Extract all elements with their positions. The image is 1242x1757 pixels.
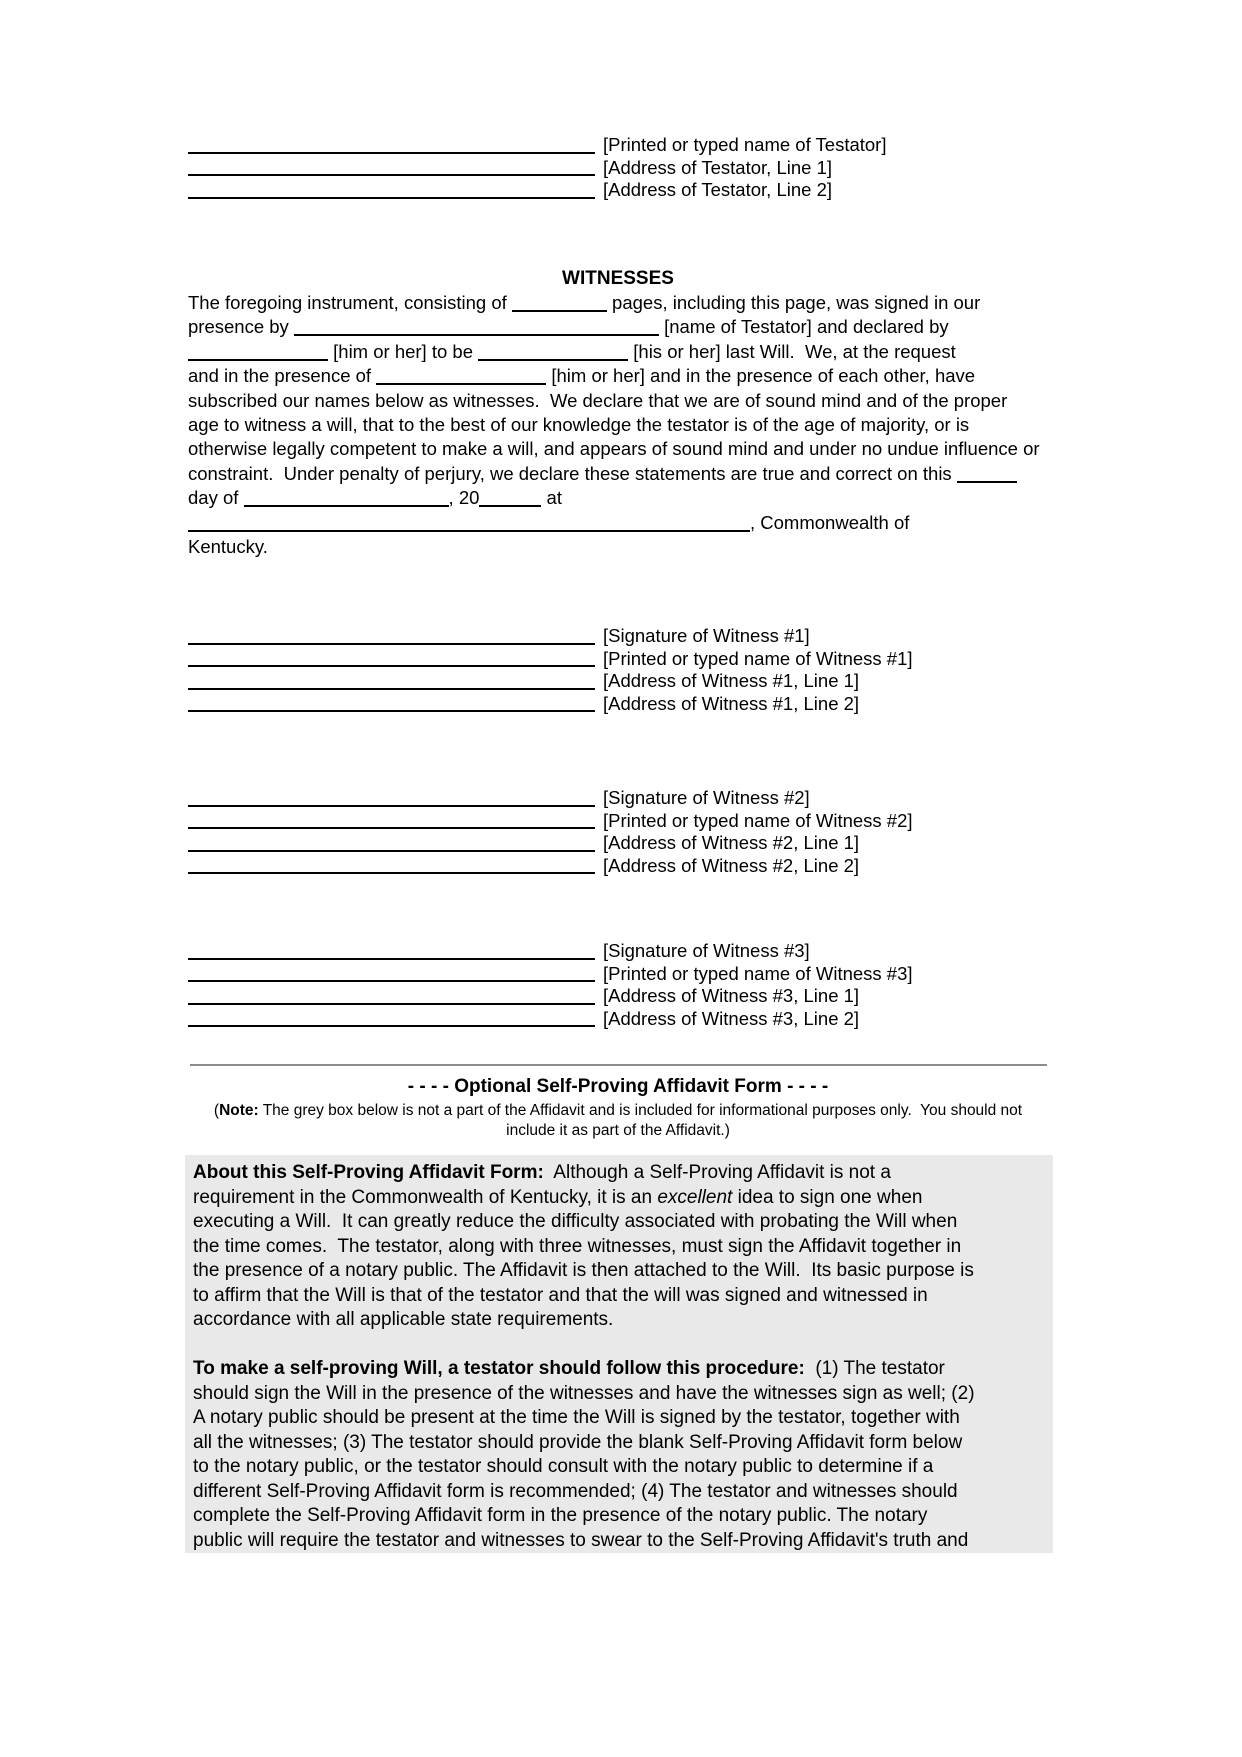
signature-label: [Signature of Witness #1] (603, 625, 810, 646)
note-line (188, 1101, 1048, 1121)
fill-in-blank-line (188, 357, 328, 361)
info-box-line (193, 1455, 1045, 1480)
section-divider (190, 1064, 1047, 1066)
text-run: pages, including this page, was signed in our (606, 292, 981, 313)
paragraph-line (188, 413, 1088, 437)
signature-line (188, 197, 595, 199)
paragraph-line (188, 340, 1088, 364)
text-run: Although a Self-Proving Affidavit is not a (543, 1162, 891, 1183)
signature-row (188, 963, 913, 986)
info-box-line (193, 1308, 1045, 1333)
signature-label: [Address of Testator, Line 1] (603, 156, 832, 178)
signature-row (188, 670, 913, 693)
text-run: presence by (188, 316, 294, 338)
signature-row (188, 693, 913, 716)
signature-label: [Address of Witness #2, Line 1] (603, 832, 860, 854)
fill-in-blank-line (294, 332, 659, 336)
text-run: The foregoing instrument, consisting of (188, 292, 512, 313)
paragraph-line (188, 486, 1088, 510)
paragraph-line (188, 389, 1088, 413)
info-box-line (193, 1284, 1045, 1309)
signature-row (188, 787, 913, 810)
signature-line (188, 805, 595, 807)
text-run: day of (188, 487, 244, 509)
text-run: requirement in the Commonwealth of Kentucky, it is an (193, 1186, 658, 1208)
signature-row (188, 134, 886, 157)
testator-signature-block (188, 134, 886, 202)
fill-in-blank-line (957, 479, 1017, 483)
signature-row (188, 648, 913, 671)
signature-line (188, 688, 595, 690)
signature-label: [Printed or typed name of Witness #2] (603, 809, 913, 831)
witnesses-paragraph (188, 291, 1088, 559)
info-box-line (193, 1235, 1045, 1260)
text-run: constraint. Under penalty of perjury, we declare these statements are true and correct on this (188, 462, 957, 484)
info-box-line (193, 1382, 1045, 1407)
signature-line (188, 152, 595, 154)
signature-label: [Address of Witness #3, Line 1] (603, 985, 860, 1007)
signature-row (188, 1008, 913, 1031)
info-box-line (193, 1259, 1045, 1284)
fill-in-blank-line (478, 357, 628, 361)
witness3-signature-block (188, 940, 913, 1030)
text-run: public will require the testator and witnesses to swear to the Self-Proving Affidavit's truth and (193, 1529, 969, 1551)
signature-row (188, 940, 913, 963)
text-run: To make a self-proving Will, a testator should follow this procedure: (193, 1358, 805, 1379)
text-run: , 20 (448, 487, 480, 509)
text-run: excellent (657, 1186, 733, 1208)
text-run: , Commonwealth of (750, 511, 910, 533)
info-box-line (193, 1480, 1045, 1505)
witnesses-heading: WITNESSES (562, 268, 674, 289)
text-run: ( (213, 1102, 220, 1119)
signature-line (188, 710, 595, 712)
text-run: at (541, 487, 562, 509)
affidavit-note (188, 1101, 1048, 1141)
signature-line (188, 1003, 595, 1005)
signature-line (188, 174, 595, 176)
witness2-signature-block (188, 787, 913, 877)
fill-in-blank-line (376, 381, 546, 385)
signature-label: [Address of Witness #2, Line 2] (603, 854, 860, 876)
info-box-line (193, 1431, 1045, 1456)
text-run: subscribed our names below as witnesses. We declare that we are of sound mind and of the proper (188, 389, 1008, 411)
text-run: Kentucky. (188, 535, 268, 557)
text-run: complete the Self-Proving Affidavit form in the presence of the notary public. The notary (193, 1505, 928, 1526)
text-run: accordance with all applicable state requirements. (193, 1309, 614, 1330)
signature-line (188, 643, 595, 645)
paragraph-line (188, 291, 1088, 315)
fill-in-blank-line (244, 503, 449, 507)
signature-line (188, 958, 595, 960)
signature-label: [Printed or typed name of Testator] (603, 134, 887, 155)
fill-in-blank-line (479, 503, 541, 507)
signature-label: [Signature of Witness #2] (603, 787, 810, 808)
text-run: [his or her] last Will. We, at the request (628, 340, 956, 362)
paragraph-line (188, 437, 1088, 461)
text-run: [him or her] to be (328, 340, 479, 362)
paragraph-line (188, 535, 1088, 559)
signature-line (188, 872, 595, 874)
info-box-line (193, 1161, 1045, 1186)
affidavit-heading: - - - - Optional Self-Proving Affidavit Form - - - - (407, 1076, 829, 1097)
signature-line (188, 665, 595, 667)
text-run: all the witnesses; (3) The testator should provide the blank Self-Proving Affidavit form below (193, 1431, 963, 1453)
signature-row (188, 832, 913, 855)
signature-label: [Printed or typed name of Witness #1] (603, 647, 913, 669)
note-line (188, 1121, 1048, 1141)
text-run: include it as part of the Affidavit.) (506, 1122, 730, 1139)
text-run: the presence of a notary public. The Affidavit is then attached to the Will. Its basic purpose is (193, 1260, 974, 1281)
info-box (185, 1155, 1053, 1553)
paragraph-line (188, 462, 1088, 486)
fill-in-blank-line (512, 308, 607, 312)
text-run: should sign the Will in the presence of the witnesses and have the witnesses sign as well; (2) (193, 1382, 975, 1404)
signature-label: [Printed or typed name of Witness #3] (603, 962, 913, 984)
signature-row (188, 157, 886, 180)
paragraph-line (188, 364, 1088, 388)
text-run: age to witness a will, that to the best of our knowledge the testator is of the age of majority, or is (188, 413, 970, 435)
paragraph-gap (193, 1333, 1045, 1358)
signature-line (188, 980, 595, 982)
text-run: and in the presence of (188, 365, 377, 387)
text-run: (1) The testator (804, 1358, 945, 1379)
signature-line (188, 827, 595, 829)
text-run: idea to sign one when (732, 1186, 923, 1208)
text-run: [him or her] and in the presence of each other, have (546, 365, 976, 387)
text-run: otherwise legally competent to make a will, and appears of sound mind and under no undue influence or (188, 438, 1040, 460)
signature-label: [Address of Witness #1, Line 2] (603, 692, 860, 714)
text-run: different Self-Proving Affidavit form is recommended; (4) The testator and witnesses should (193, 1480, 958, 1502)
signature-label: [Address of Witness #1, Line 1] (603, 670, 860, 692)
info-box-line (193, 1210, 1045, 1235)
signature-label: [Signature of Witness #3] (603, 940, 810, 961)
text-run: A notary public should be present at the time the Will is signed by the testator, together with (193, 1407, 960, 1428)
text-run: executing a Will. It can greatly reduce the difficulty associated with probating the Will when (193, 1211, 958, 1232)
signature-line (188, 1025, 595, 1027)
paragraph-line (188, 315, 1088, 339)
signature-line (188, 850, 595, 852)
signature-row (188, 179, 886, 202)
text-run: to affirm that the Will is that of the testator and that the will was signed and witnessed in (193, 1284, 928, 1306)
text-run: [name of Testator] and declared by (658, 316, 949, 338)
info-box-line (193, 1406, 1045, 1431)
signature-row (188, 855, 913, 878)
info-box-line (193, 1357, 1045, 1382)
signature-label: [Address of Witness #3, Line 2] (603, 1007, 860, 1029)
info-box-line (193, 1186, 1045, 1211)
signature-label: [Address of Testator, Line 2] (603, 179, 832, 201)
text-run: The grey box below is not a part of the Affidavit and is included for informational purposes only. You should not (258, 1102, 1023, 1119)
info-box-line (193, 1504, 1045, 1529)
info-box-line (193, 1529, 1045, 1554)
text-run: the time comes. The testator, along with three witnesses, must sign the Affidavit together in (193, 1235, 962, 1257)
paragraph-line (188, 511, 1088, 535)
signature-row (188, 810, 913, 833)
text-run: About this Self-Proving Affidavit Form: (193, 1162, 544, 1183)
fill-in-blank-line (188, 528, 750, 532)
signature-row (188, 625, 913, 648)
text-run: Note: (219, 1102, 259, 1119)
signature-row (188, 985, 913, 1008)
text-run: to the notary public, or the testator should consult with the notary public to determine if a (193, 1456, 934, 1477)
witness1-signature-block (188, 625, 913, 715)
